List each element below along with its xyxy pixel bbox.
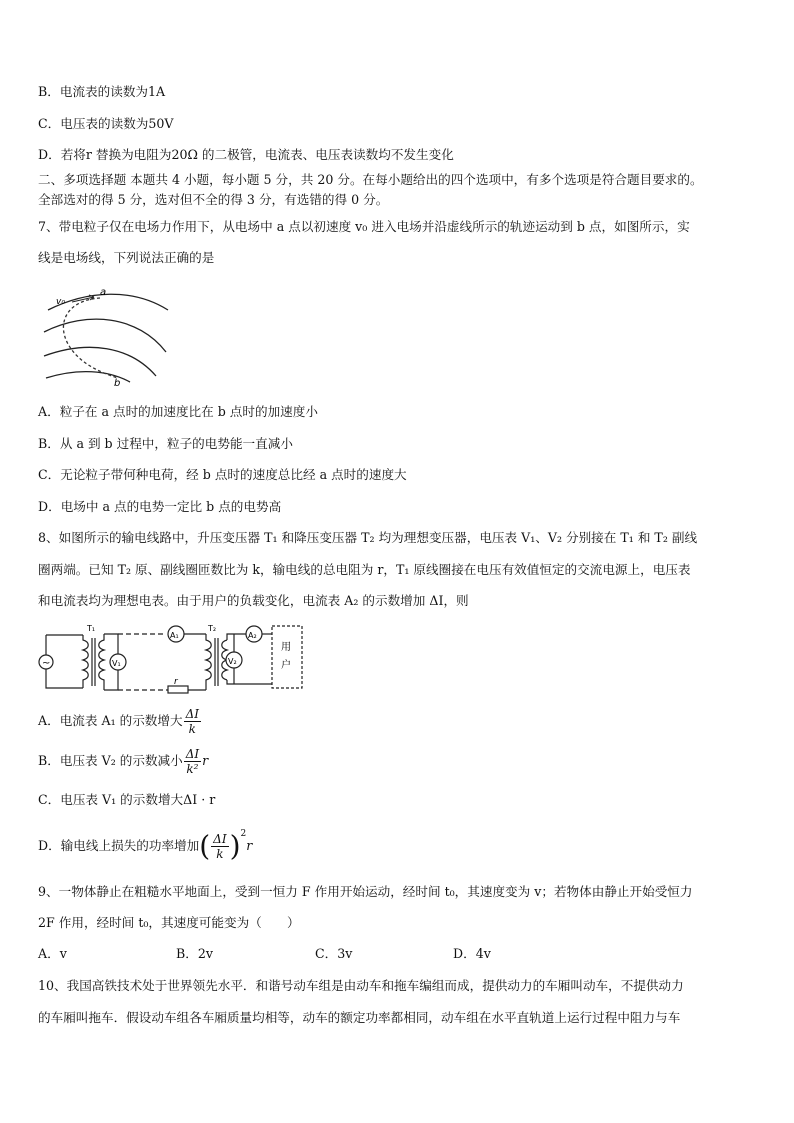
q7-stem-line1: 7、带电粒子仅在电场力作用下，从电场中 a 点以初速度 v₀ 进入电场并沿虚线所示的轨迹运动到 b 点，如图所示，实 xyxy=(38,219,690,234)
q7-option-a: A．粒子在 a 点时的加速度比在 b 点时的加速度小 xyxy=(38,404,318,419)
q6-option-b: B．电流表的读数为1A xyxy=(38,84,166,99)
q10-stem-line1: 10、我国高铁技术处于世界领先水平．和谐号动车组是由动车和拖车编组而成，提供动力的车厢叫动车，不提供动力 xyxy=(38,978,684,993)
svg-text:户: 户 xyxy=(281,660,291,671)
q7-option-c: C．无论粒子带何种电荷，经 b 点时的速度总比经 a 点时的速度大 xyxy=(38,467,407,482)
q7-electric-field-figure xyxy=(38,282,178,390)
svg-text:用: 用 xyxy=(281,642,291,653)
q6-option-c: C．电压表的读数为50V xyxy=(38,116,174,131)
svg-text:V₂: V₂ xyxy=(228,657,237,666)
t2-primary-coil xyxy=(206,634,211,690)
field-line-1 xyxy=(48,294,168,310)
section2-heading-line2: 全部选对的得 5 分，选对但不全的得 3 分，有选错的得 0 分。 xyxy=(38,192,389,207)
t1-secondary-coil xyxy=(99,634,104,690)
q6-option-d: D．若将r 替换为电阻为20Ω 的二极管，电流表、电压表读数均不发生变化 xyxy=(38,147,454,162)
label-v0: v₀ xyxy=(56,297,65,307)
q8-option-a: A．电流表 A₁ 的示数增大 $\frac{\Delta I}{k}$ xyxy=(38,707,199,736)
label-b: b xyxy=(114,378,121,389)
svg-text:V₁: V₁ xyxy=(112,659,121,668)
q7-option-b: B．从 a 到 b 过程中，粒子的电势能一直减小 xyxy=(38,436,293,451)
q8-option-c: C．电压表 V₁ 的示数增大ΔI · r xyxy=(38,792,216,807)
q9-stem-line1: 9、一物体静止在粗糙水平地面上，受到一恒力 F 作用开始运动，经时间 t₀，其速度变为 v；若物体由静止开始受恒力 xyxy=(38,884,693,899)
q10-stem-line2: 的车厢叫拖车．假设动车组各车厢质量均相等，动车的额定功率都相同，动车组在水平直轨道上运行过程中阻力与车 xyxy=(38,1010,681,1025)
q7-stem-line2: 线是电场线，下列说法正确的是 xyxy=(38,250,215,265)
svg-text:A₁: A₁ xyxy=(170,631,179,640)
q8-stem-line1: 8、如图所示的输电线路中，升压变压器 T₁ 和降压变压器 T₂ 均为理想变压器，电压表 V₁、V₂ 分别接在 T₁ 和 T₂ 副线 xyxy=(38,530,698,545)
label-a: a xyxy=(100,287,107,298)
svg-text:T₂: T₂ xyxy=(208,624,217,633)
svg-text:T₁: T₁ xyxy=(87,624,96,633)
svg-text:r: r xyxy=(174,677,178,687)
svg-text:A₂: A₂ xyxy=(248,631,257,640)
line-resistor-r xyxy=(168,686,188,693)
q8-circuit-figure xyxy=(38,620,308,696)
user-load-box xyxy=(272,626,302,688)
q9-option-d: D．4v xyxy=(453,946,491,961)
field-line-2 xyxy=(44,319,166,352)
q8-stem-line2: 圈两端。已知 T₂ 原、副线圈匝数比为 k，输电线的总电阻为 r，T₁ 原线圈接在电压有效值恒定的交流电源上，电压表 xyxy=(38,562,691,577)
trajectory-dashed xyxy=(63,298,118,378)
q9-option-b: B．2v xyxy=(176,946,213,961)
q8-stem-line3: 和电流表均为理想电表。由于用户的负载变化，电流表 A₂ 的示数增加 ΔI，则 xyxy=(38,593,469,608)
q8-option-d: D．输电线上损失的功率增加( $\frac{\Delta I}{k}$ )$^2$r xyxy=(38,829,253,863)
section2-heading-line1: 二、多项选择题 本题共 4 小题，每小题 5 分，共 20 分。在每小题给出的四个选项中，有多个选项是符合题目要求的。 xyxy=(38,172,703,187)
q9-option-c: C．3v xyxy=(315,946,353,961)
q9-option-a: A．v xyxy=(38,946,67,961)
t1-primary-coil xyxy=(83,635,88,688)
svg-text:~: ~ xyxy=(42,658,51,669)
q8-option-b: B．电压表 V₂ 的示数减小 $\frac{\Delta I}{\text{k²}}$ r xyxy=(38,747,209,776)
q7-option-d: D．电场中 a 点的电势一定比 b 点的电势高 xyxy=(38,499,282,514)
q9-stem-line2: 2F 作用，经时间 t₀，其速度可能变为（ ） xyxy=(38,915,300,930)
